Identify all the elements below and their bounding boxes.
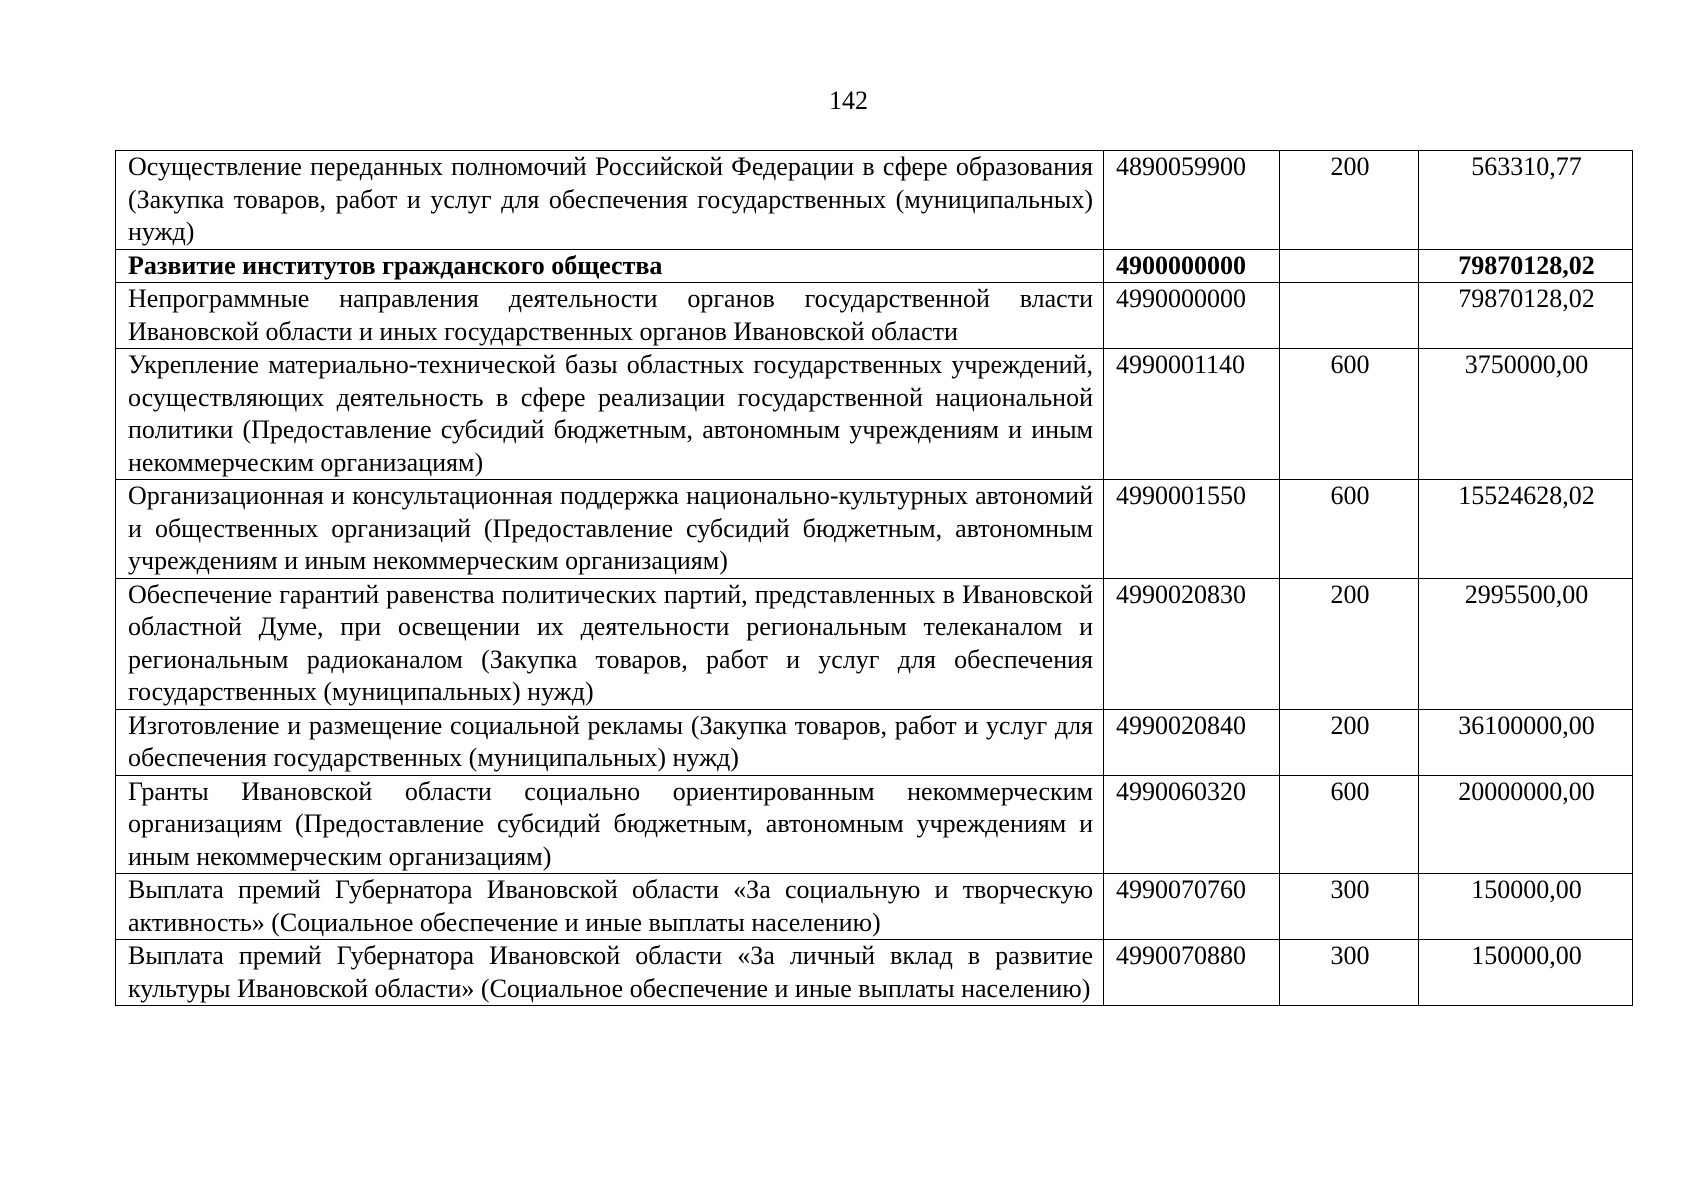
row-target-article-cell: 4900000000 — [1104, 249, 1280, 283]
row-target-article-cell: 4990060320 — [1104, 775, 1280, 874]
row-expense-type-cell: 300 — [1280, 940, 1419, 1006]
row-name-cell: Организационная и консультационная поддержка национально-культурных автономий и общественных организаций (Предоставление субсидий бюджетным, автономным учреждениям и иным некоммерческим организациям) — [116, 480, 1104, 579]
row-expense-type-cell — [1280, 249, 1419, 283]
row-name-cell: Изготовление и размещение социальной рекламы (Закупка товаров, работ и услуг для обеспечения государственных (муниципальных) нужд) — [116, 709, 1104, 775]
row-expense-type-cell: 600 — [1280, 775, 1419, 874]
table-row — [116, 578, 1633, 709]
table-row — [116, 480, 1633, 579]
row-target-article-cell: 4890059900 — [1104, 151, 1280, 250]
row-target-article-cell: 4990001140 — [1104, 349, 1280, 480]
page-number: 142 — [829, 86, 868, 115]
row-expense-type-cell: 200 — [1280, 578, 1419, 709]
row-amount-cell: 15524628,02 — [1419, 480, 1633, 579]
row-name-cell: Обеспечение гарантий равенства политических партий, представленных в Ивановской областной Думе, при освещении их деятельности региональным телеканалом и региональным радиоканалом (Закупка товаров, работ и услуг для обеспечения государственных (муниципальных) нужд) — [116, 578, 1104, 709]
table-row — [116, 349, 1633, 480]
table-row — [116, 151, 1633, 250]
row-target-article-cell: 4990001550 — [1104, 480, 1280, 579]
row-name-cell: Выплата премий Губернатора Ивановской области «За социальную и творческую активность» (Социальное обеспечение и иные выплаты населению) — [116, 874, 1104, 940]
row-target-article-cell: 4990000000 — [1104, 283, 1280, 349]
row-amount-cell: 36100000,00 — [1419, 709, 1633, 775]
table-row — [116, 874, 1633, 940]
row-name-cell: Укрепление материально-технической базы областных государственных учреждений, осуществляющих деятельность в сфере реализации государственной национальной политики (Предоставление субсидий бюджетным, автономным учреждениям и иным некоммерческим организациям) — [116, 349, 1104, 480]
row-expense-type-cell: 200 — [1280, 151, 1419, 250]
row-target-article-cell: 4990070880 — [1104, 940, 1280, 1006]
table-row — [116, 775, 1633, 874]
row-name-cell: Выплата премий Губернатора Ивановской области «За личный вклад в развитие культуры Ивановской области» (Социальное обеспечение и иные выплаты населению) — [116, 940, 1104, 1006]
row-amount-cell: 2995500,00 — [1419, 578, 1633, 709]
row-expense-type-cell — [1280, 283, 1419, 349]
row-amount-cell: 79870128,02 — [1419, 249, 1633, 283]
row-amount-cell: 79870128,02 — [1419, 283, 1633, 349]
table-row — [116, 283, 1633, 349]
row-target-article-cell: 4990070760 — [1104, 874, 1280, 940]
table-row — [116, 709, 1633, 775]
row-amount-cell: 150000,00 — [1419, 874, 1633, 940]
table-row — [116, 940, 1633, 1006]
row-expense-type-cell: 300 — [1280, 874, 1419, 940]
row-name-cell: Гранты Ивановской области социально ориентированным некоммерческим организациям (Предоставление субсидий бюджетным, автономным учреждениям и иным некоммерческим организациям) — [116, 775, 1104, 874]
row-amount-cell: 150000,00 — [1419, 940, 1633, 1006]
row-expense-type-cell: 600 — [1280, 349, 1419, 480]
row-amount-cell: 563310,77 — [1419, 151, 1633, 250]
row-target-article-cell: 4990020830 — [1104, 578, 1280, 709]
table-row — [116, 249, 1633, 283]
row-name-cell: Непрограммные направления деятельности органов государственной власти Ивановской области и иных государственных органов Ивановской области — [116, 283, 1104, 349]
row-name-cell: Осуществление переданных полномочий Российской Федерации в сфере образования (Закупка товаров, работ и услуг для обеспечения государственных (муниципальных) нужд) — [116, 151, 1104, 250]
row-target-article-cell: 4990020840 — [1104, 709, 1280, 775]
row-expense-type-cell: 600 — [1280, 480, 1419, 579]
budget-table — [115, 150, 1633, 1006]
row-name-cell: Развитие институтов гражданского общества — [116, 249, 1104, 283]
row-amount-cell: 20000000,00 — [1419, 775, 1633, 874]
row-amount-cell: 3750000,00 — [1419, 349, 1633, 480]
row-expense-type-cell: 200 — [1280, 709, 1419, 775]
